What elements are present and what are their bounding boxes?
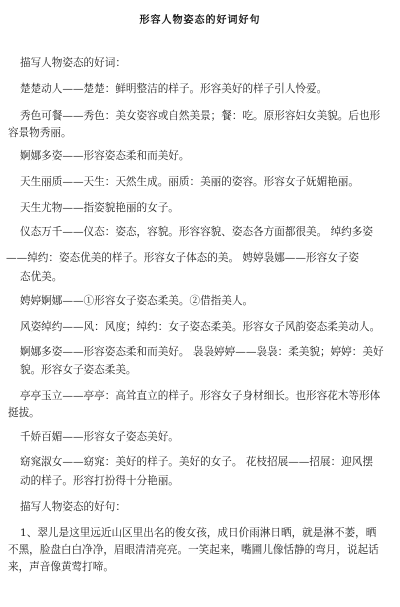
entry-niaoniao-cont: 貌。形容女子姿态柔美。 (20, 364, 137, 376)
entry-fengzi: 风姿绰约——风：风度；绰约：女子姿态柔美。形容女子风韵姿态柔美动人。 (20, 321, 381, 333)
section-heading-sentences: 描写人物姿态的好句： (20, 501, 126, 513)
entry-xiuse: 秀色可餐——秀色：美女姿容或自然美景；餐：吃。原形容妇女美貌。后也形 (20, 110, 381, 122)
entry-tingting-cont: 挺拔。 (8, 407, 40, 419)
entry-enuo: 婀娜多姿——形容姿态柔和而美好。 (20, 150, 190, 162)
section-heading-words: 描写人物姿态的好词： (20, 57, 126, 69)
entry-tiansheng-lizhi: 天生丽质——天生：天然生成。丽质：美丽的姿容。形容女子妩媚艳丽。 (20, 176, 359, 188)
entry-tingting: 亭亭玉立——亭亭：高耸直立的样子。形容女子身材细长。也形容花木等形体 (20, 390, 381, 402)
entry-pingting-cont: 态优美。 (20, 271, 63, 283)
entry-yitai: 仪态万千——仪态：姿态，容貌。形容容貌、姿态各方面都很美。 绰约多姿 (20, 226, 373, 238)
sentence-1-cont-2: 来，声音像黄莺打啼。 (8, 561, 114, 573)
entry-huazhi-cont: 动的样子。形容打扮得十分艳丽。 (20, 475, 179, 487)
sentence-1-cont-1: 不黑，脸盘白白净净，眉眼清清亮亮。一笑起来，嘴圃儿像恬静的弯月，说起话 (8, 544, 379, 556)
entry-pingting-enuo: 娉婷婀娜——①形容女子姿态柔美。②借指美人。 (20, 295, 254, 307)
entry-tiansheng-youwu: 天生尤物——指姿貌艳丽的女子。 (20, 202, 179, 214)
entry-chuoyue: ——绰约：姿态优美的样子。形容女子体态的美。 娉婷袅娜——形容女子姿 (6, 252, 359, 264)
entry-yaotiao: 窈窕淑女——窈窕：美好的样子。美好的女子。 花枝招展——招展：迎风摆 (20, 456, 373, 468)
entry-chuchu: 楚楚动人——楚楚：鲜明整洁的样子。形容美好的样子引人怜爱。 (20, 83, 328, 95)
page-title: 形容人物姿态的好词好句 (139, 15, 261, 26)
entry-qianjiao: 千娇百媚——形容女子姿态美好。 (20, 431, 179, 443)
entry-enuo-niaoniao: 婀娜多姿——形容姿态柔和而美好。 袅袅婷婷——袅袅：柔美貌；婷婷：美好 (20, 346, 384, 358)
entry-xiuse-cont: 容景物秀丽。 (8, 127, 72, 139)
sentence-1: 1、翠儿是这里远近山区里出名的俊女孩，成日价雨淋日晒，就是淋不萎，晒 (20, 527, 377, 539)
